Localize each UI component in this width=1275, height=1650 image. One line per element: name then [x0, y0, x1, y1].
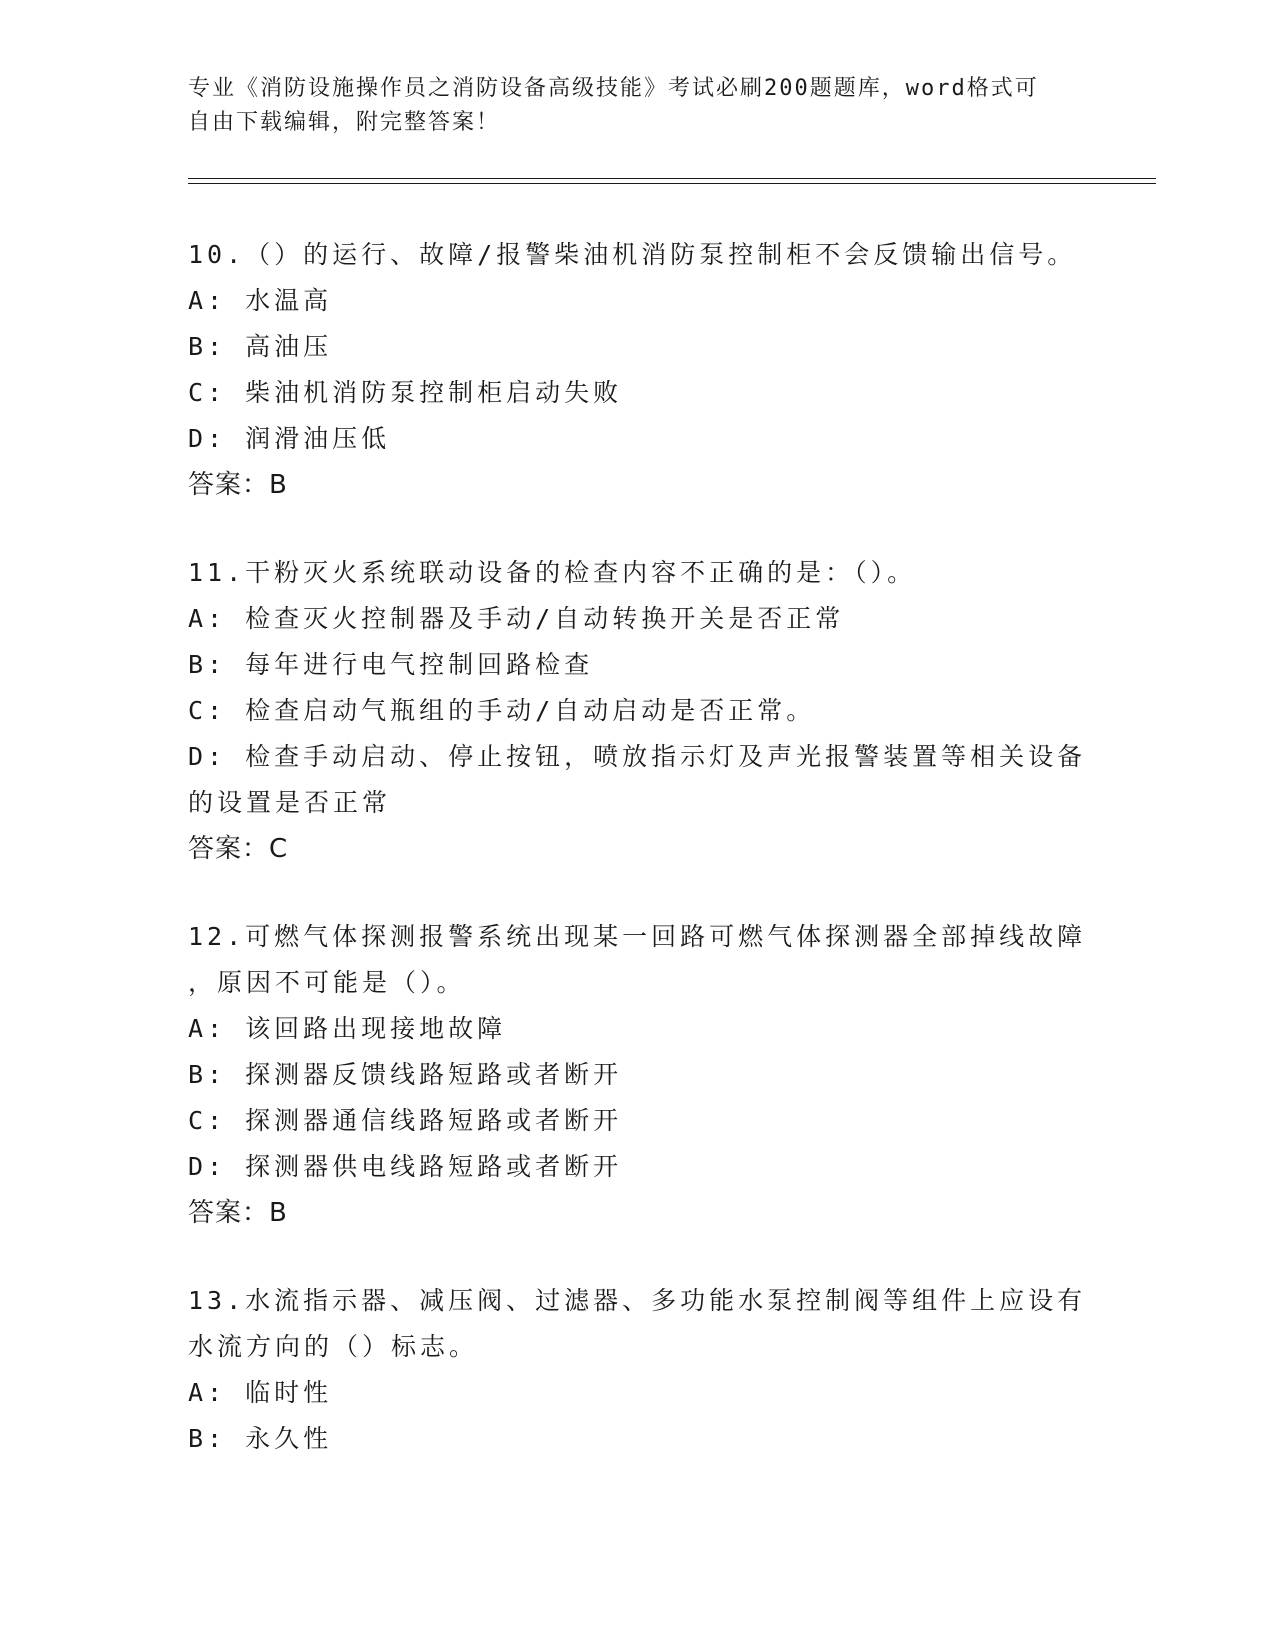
question-stem: 12.可燃气体探测报警系统出现某一回路可燃气体探测器全部掉线故障 [188, 922, 1087, 951]
option-a: A: 临时性 [188, 1378, 333, 1407]
question-stem-continued: ，原因不可能是（）。 [188, 968, 466, 997]
answer: 答案：B [188, 470, 288, 500]
question-stem: 10.（）的运行、故障/报警柴油机消防泵控制柜不会反馈输出信号。 [188, 240, 1077, 269]
question-10 [188, 232, 1088, 508]
option-d: D: 润滑油压低 [188, 424, 391, 453]
question-list [188, 232, 1088, 1504]
question-stem: 13.水流指示器、减压阀、过滤器、多功能水泵控制阀等组件上应设有 [188, 1286, 1087, 1315]
option-c: C: 柴油机消防泵控制柜启动失败 [188, 378, 623, 407]
option-b: B: 探测器反馈线路短路或者断开 [188, 1060, 623, 1089]
option-a: A: 该回路出现接地故障 [188, 1014, 507, 1043]
option-b: B: 高油压 [188, 332, 333, 361]
option-d-continued: 的设置是否正常 [188, 788, 392, 817]
header-divider-top [188, 178, 1156, 179]
option-d: D: 探测器供电线路短路或者断开 [188, 1152, 623, 1181]
document-header [188, 72, 1068, 140]
option-d: D: 检查手动启动、停止按钮，喷放指示灯及声光报警装置等相关设备 [188, 742, 1087, 771]
header-line-1: 专业《消防设施操作员之消防设备高级技能》考试必刷200题题库，word格式可 [188, 76, 1039, 101]
option-c: C: 检查启动气瓶组的手动/自动启动是否正常。 [188, 696, 816, 725]
option-c: C: 探测器通信线路短路或者断开 [188, 1106, 623, 1135]
option-b: B: 永久性 [188, 1424, 333, 1453]
question-stem: 11.干粉灭火系统联动设备的检查内容不正确的是：（）。 [188, 558, 917, 587]
answer: 答案：C [188, 834, 289, 864]
header-divider-bottom [188, 183, 1156, 184]
header-line-2: 自由下载编辑，附完整答案！ [188, 110, 501, 135]
question-11 [188, 550, 1088, 872]
question-12 [188, 914, 1088, 1236]
question-13 [188, 1278, 1088, 1462]
option-a: A: 检查灭火控制器及手动/自动转换开关是否正常 [188, 604, 845, 633]
question-stem-continued: 水流方向的（）标志。 [188, 1332, 479, 1361]
answer: 答案：B [188, 1198, 288, 1228]
option-a: A: 水温高 [188, 286, 333, 315]
option-b: B: 每年进行电气控制回路检查 [188, 650, 594, 679]
